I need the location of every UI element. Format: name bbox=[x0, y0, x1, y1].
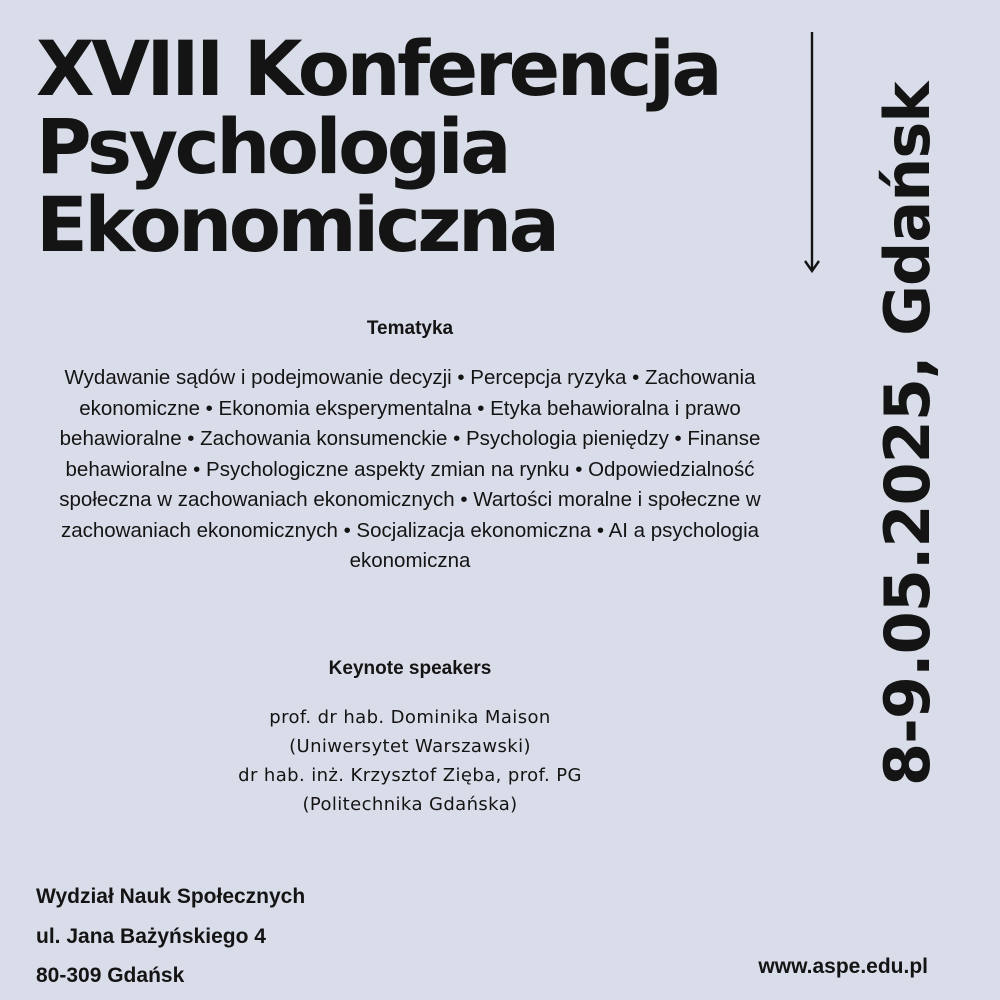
topics-heading: Tematyka bbox=[366, 318, 454, 339]
venue-address bbox=[36, 877, 305, 996]
conference-title bbox=[36, 24, 796, 269]
topics-list: Wydawanie sądów i podejmowanie decyzji • Percepcja ryzyka • Zachowania ekonomiczne • Ekonomia eksperymentalna • Etyka behawioralna i prawo behawioralne • Zachowania konsumenckie • Psychologia pieniędzy • Finanse behawioralne • Psychologiczne aspekty zmian na rynku • Odpowiedzialność społeczna w zachowaniach ekonomicznych • Wartości moralne i społeczne w zachowaniach ekonomicznych • Socjalizacja ekonomiczna • AI a psychologia ekonomiczna bbox=[59, 366, 761, 572]
date-location: 8-9.05.2025, Gdańsk bbox=[871, 82, 944, 786]
speaker-affiliation: (Politechnika Gdańska) bbox=[302, 794, 518, 815]
speaker-name: dr hab. inż. Krzysztof Zięba, prof. PG bbox=[238, 765, 582, 786]
arrow-down-icon bbox=[800, 32, 824, 274]
speaker-affiliation: (Uniwersytet Warszawski) bbox=[289, 736, 531, 757]
title-line-3: Ekonomiczna bbox=[36, 180, 557, 269]
keynote-heading: Keynote speakers bbox=[328, 658, 492, 679]
title-line-1: XVIII Konferencja bbox=[36, 24, 720, 113]
address-line: Wydział Nauk Społecznych bbox=[36, 885, 306, 908]
website-link[interactable]: www.aspe.edu.pl bbox=[758, 955, 928, 978]
title-line-2: Psychologia bbox=[36, 102, 509, 191]
address-line: 80-309 Gdańsk bbox=[36, 964, 185, 987]
address-line: ul. Jana Bażyńskiego 4 bbox=[36, 924, 266, 948]
speaker-name: prof. dr hab. Dominika Maison bbox=[269, 707, 551, 728]
keynote-speakers bbox=[60, 703, 760, 819]
